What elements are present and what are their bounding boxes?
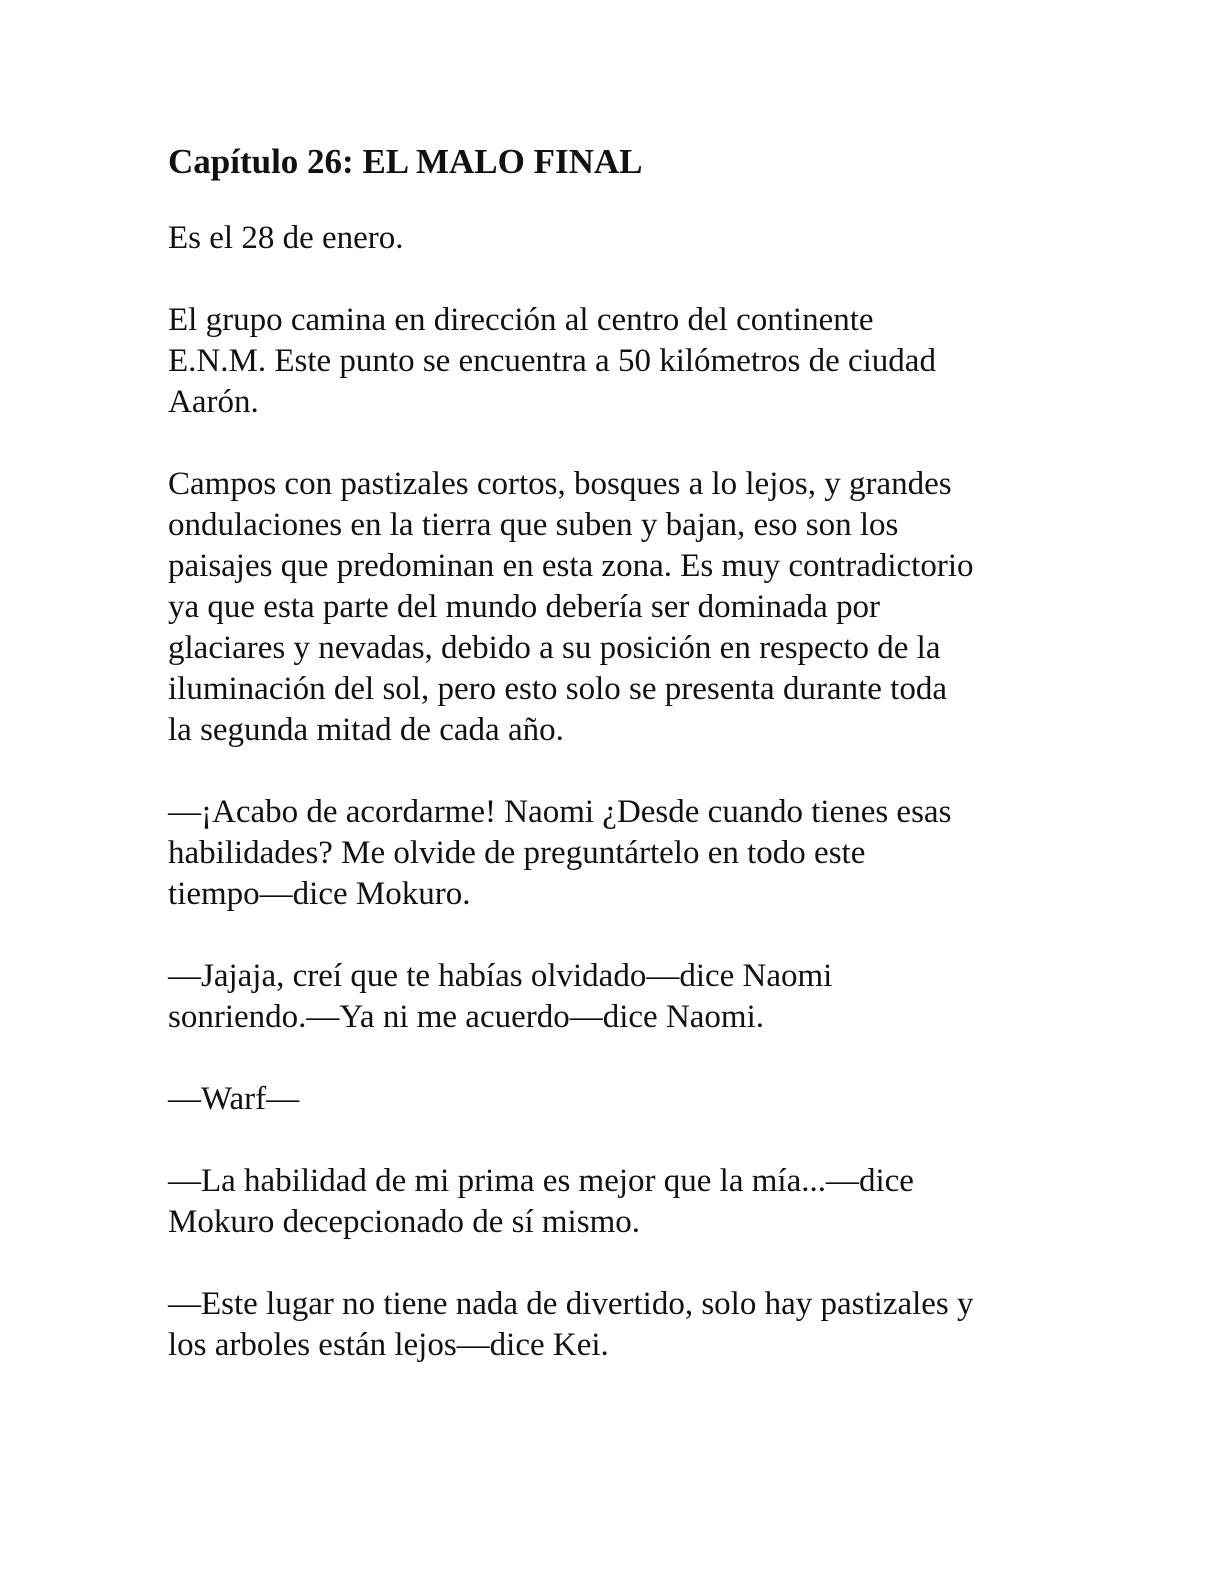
dialogue-warf bbox=[168, 1079, 1068, 1120]
paragraph-group-walks bbox=[168, 300, 1068, 423]
paragraph-line: —La habilidad de mi prima es mejor que la mía...—dice bbox=[168, 1163, 914, 1199]
paragraph-line: iluminación del sol, pero esto solo se presenta durante toda bbox=[168, 671, 947, 707]
paragraph-line: paisajes que predominan en esta zona. Es muy contradictorio bbox=[168, 548, 974, 584]
paragraph-line: tiempo—dice Mokuro. bbox=[168, 876, 471, 912]
document-page bbox=[168, 136, 1068, 1407]
paragraph-line: —Warf— bbox=[168, 1081, 300, 1117]
paragraph-line: Aarón. bbox=[168, 384, 259, 420]
paragraph-line: ya que esta parte del mundo debería ser dominada por bbox=[168, 589, 880, 625]
paragraph-line: glaciares y nevadas, debido a su posición en respecto de la bbox=[168, 630, 941, 666]
paragraph-line: Campos con pastizales cortos, bosques a lo lejos, y grandes bbox=[168, 466, 952, 502]
paragraph-line: los arboles están lejos—dice Kei. bbox=[168, 1327, 609, 1363]
paragraph-landscape bbox=[168, 464, 1068, 751]
paragraph-line: El grupo camina en dirección al centro del continente bbox=[168, 302, 874, 338]
dialogue-mokuro-question bbox=[168, 792, 1068, 915]
paragraph-line: la segunda mitad de cada año. bbox=[168, 712, 564, 748]
paragraph-line: sonriendo.—Ya ni me acuerdo—dice Naomi. bbox=[168, 999, 765, 1035]
paragraph-line: ondulaciones en la tierra que suben y bajan, eso son los bbox=[168, 507, 899, 543]
paragraph-date bbox=[168, 218, 1068, 259]
paragraph-line: —Jajaja, creí que te habías olvidado—dice Naomi bbox=[168, 958, 833, 994]
dialogue-naomi-reply bbox=[168, 956, 1068, 1038]
dialogue-kei bbox=[168, 1284, 1068, 1366]
paragraph-line: E.N.M. Este punto se encuentra a 50 kilómetros de ciudad bbox=[168, 343, 936, 379]
dialogue-mokuro-disappointed bbox=[168, 1161, 1068, 1243]
paragraph-line: Mokuro decepcionado de sí mismo. bbox=[168, 1204, 640, 1240]
paragraph-line: —¡Acabo de acordarme! Naomi ¿Desde cuando tienes esas bbox=[168, 794, 952, 830]
paragraph-line: —Este lugar no tiene nada de divertido, solo hay pastizales y bbox=[168, 1286, 974, 1322]
chapter-title: Capítulo 26: EL MALO FINAL bbox=[168, 142, 643, 181]
paragraph-line: habilidades? Me olvide de preguntártelo en todo este bbox=[168, 835, 866, 871]
paragraph-line: Es el 28 de enero. bbox=[168, 220, 404, 256]
